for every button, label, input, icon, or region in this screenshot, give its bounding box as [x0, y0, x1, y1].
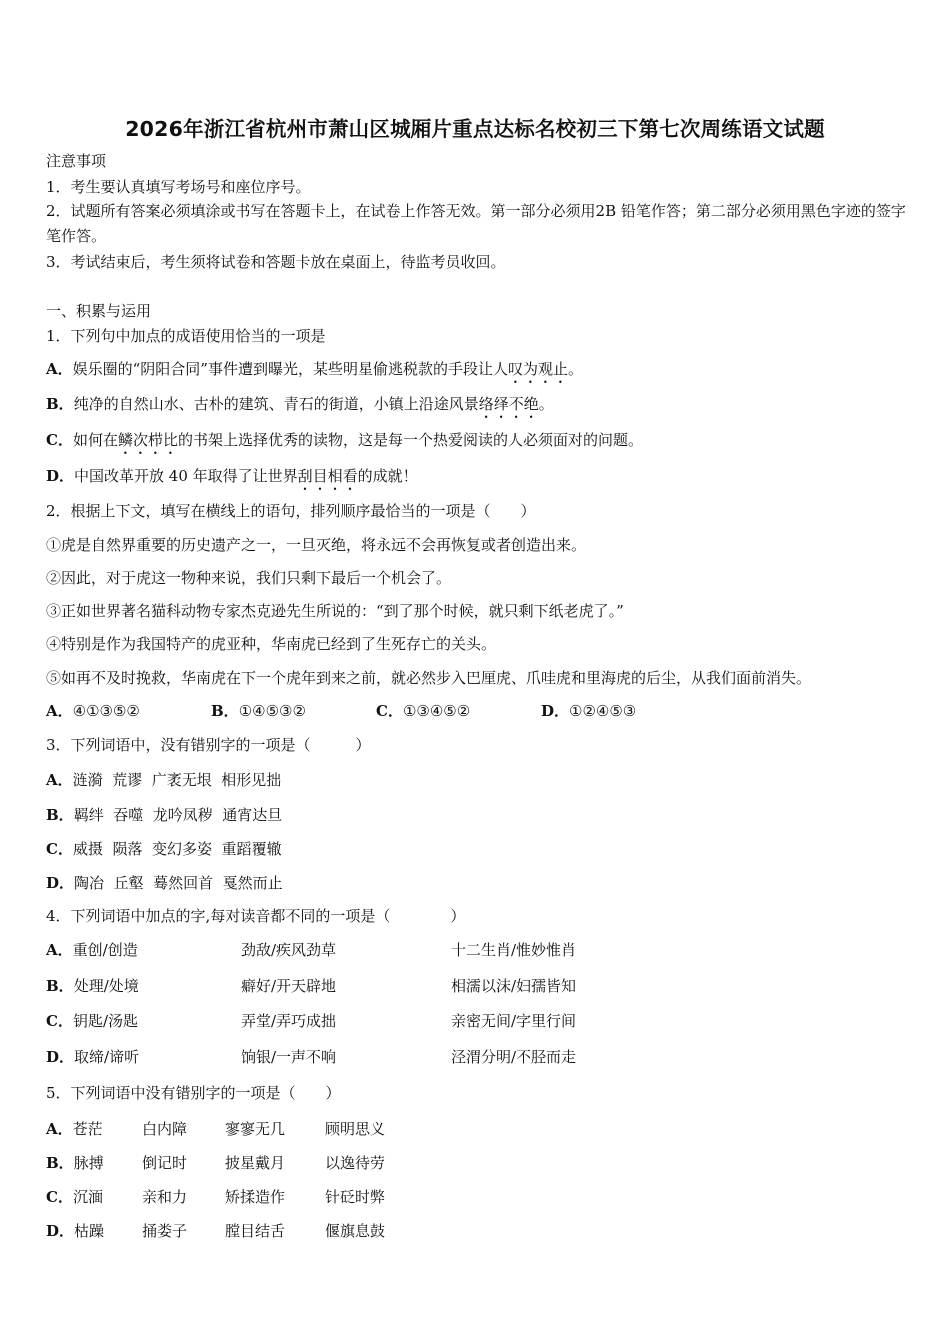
option-text: 娱乐圈的“阴阳合同”事件遭到曝光，某些明星偷逃税款的手段让人 [72, 360, 508, 378]
option-label: B． [211, 702, 239, 720]
q5-option-d [46, 1221, 104, 1241]
q5-option-a-word-4: 顾明思义 [325, 1120, 386, 1138]
option-label: A． [46, 702, 73, 720]
q2-option-b [211, 701, 306, 721]
q4-option-d-pair-2: 饷银/一声不响 [241, 1048, 337, 1066]
option-text: ①②④⑤③ [569, 702, 637, 720]
option-word: 沉湎 [72, 1188, 103, 1206]
notice-item-2: 2．试题所有答案必须填涂或书写在答题卡上，在试卷上作答无效。第一部分必须用2B 铅笔作答；第二部分必须用黑色字迹的签字笔作答。 [46, 202, 906, 245]
dotted-idiom: 鳞次栉比 [117, 431, 178, 449]
section-heading: 一、积累与运用 [46, 302, 152, 320]
option-word: 脉搏 [73, 1154, 104, 1172]
q3-stem: 3．下列词语中，没有错别字的一项是（ ） [46, 736, 371, 754]
option-text: 。 [538, 395, 554, 413]
q5-option-d-word-3: 膛目结舌 [225, 1222, 286, 1240]
option-label: D． [46, 1222, 75, 1240]
q1-option-b [46, 394, 554, 422]
q5-option-b-word-3: 披星戴月 [225, 1154, 286, 1172]
dotted-idiom: 叹为观止 [507, 360, 568, 378]
option-label: A． [46, 1120, 73, 1138]
notice-item-1: 1．考生要认真填写考场号和座位序号。 [46, 178, 311, 196]
option-label: B． [46, 395, 74, 413]
q1-option-d [46, 466, 418, 494]
q4-option-d-pair-3: 泾渭分明/不胫而走 [451, 1048, 577, 1066]
q3-option-a [46, 770, 281, 790]
option-text: ①③④⑤② [402, 702, 471, 720]
dotted-idiom: 络绎不绝 [478, 395, 539, 413]
q5-option-a [46, 1119, 103, 1139]
option-label: D． [46, 874, 75, 892]
option-text: 涟漪 荒谬 广袤无垠 相形见拙 [72, 771, 282, 789]
option-text: 如何在 [72, 431, 118, 449]
q2-sentence-3: ③正如世界著名猫科动物专家杰克逊先生所说的：“到了那个时候，就只剩下纸老虎了。” [46, 602, 624, 620]
q5-stem: 5．下列词语中没有错别字的一项是（ ） [46, 1084, 341, 1102]
q4-option-c-pair-2: 弄堂/弄巧成拙 [241, 1012, 337, 1030]
q5-option-c-word-4: 针砭时弊 [325, 1188, 386, 1206]
option-text: 重创/创造 [72, 941, 138, 959]
q1-option-a [46, 359, 583, 387]
q2-option-d [541, 701, 636, 721]
option-text: 威摄 陨落 变幻多姿 重蹈覆辙 [72, 840, 282, 858]
q4-option-d [46, 1047, 139, 1067]
option-text: 处理/处境 [73, 977, 139, 995]
option-label: C． [46, 1012, 73, 1030]
exam-title: 2026年浙江省杭州市萧山区城厢片重点达标名校初三下第七次周练语文试题 [125, 117, 825, 141]
option-label: D． [46, 467, 75, 485]
option-text: 的成就！ [357, 467, 418, 485]
q2-sentence-1: ①虎是自然界重要的历史遗产之一，一旦灭绝，将永远不会再恢复或者创造出来。 [46, 536, 587, 554]
option-label: D． [541, 702, 570, 720]
option-text: 陶冶 丘壑 蓦然回首 戛然而止 [74, 874, 283, 892]
q5-option-a-word-2: 白内障 [142, 1120, 188, 1138]
option-text: 的书架上选择优秀的读物，这是每一个热爱阅读的人必须面对的问题。 [177, 431, 643, 449]
q5-option-a-word-3: 寥寥无几 [225, 1120, 286, 1138]
q2-option-a [46, 701, 140, 721]
q4-option-b-pair-3: 相濡以沫/妇孺皆知 [451, 977, 577, 995]
option-text: ④①③⑤② [72, 702, 140, 720]
q2-option-c [376, 701, 470, 721]
q5-option-c [46, 1187, 103, 1207]
option-text: 。 [568, 360, 584, 378]
option-label: B． [46, 977, 74, 995]
q4-option-b-pair-2: 癖好/开天辟地 [241, 977, 337, 995]
option-word: 苍茫 [72, 1120, 103, 1138]
option-text: 钥匙/汤匙 [72, 1012, 139, 1030]
q3-option-d [46, 873, 283, 893]
option-word: 枯躁 [74, 1222, 105, 1240]
option-label: B． [46, 1154, 74, 1172]
option-label: D． [46, 1048, 75, 1066]
q2-sentence-2: ②因此，对于虎这一物种来说，我们只剩下最后一个机会了。 [46, 569, 452, 587]
dotted-idiom: 刮目相看 [297, 467, 358, 485]
option-text: 纯净的自然山水、古朴的建筑、青石的街道，小镇上沿途风景 [73, 395, 479, 413]
q1-stem: 1．下列句中加点的成语使用恰当的一项是 [46, 327, 326, 345]
option-text: 中国改革开放 40 年取得了让世界 [74, 467, 298, 485]
notice-heading: 注意事项 [46, 152, 107, 170]
option-label: C． [46, 840, 73, 858]
q5-option-c-word-3: 矫揉造作 [225, 1188, 286, 1206]
q3-option-c [46, 839, 282, 859]
q5-option-b-word-2: 倒记时 [142, 1154, 188, 1172]
q4-option-a [46, 940, 138, 960]
q5-option-b-word-4: 以逸待劳 [325, 1154, 386, 1172]
option-label: A． [46, 771, 73, 789]
option-text: 羁绊 吞噬 龙吟凤秽 通宵达旦 [73, 806, 283, 824]
option-text: 取缔/谛听 [74, 1048, 140, 1066]
q2-sentence-4: ④特别是作为我国特产的虎亚种，华南虎已经到了生死存亡的关头。 [46, 635, 497, 653]
q5-option-c-word-2: 亲和力 [142, 1188, 188, 1206]
q5-option-d-word-2: 捅娄子 [142, 1222, 188, 1240]
q3-option-b [46, 805, 282, 825]
q4-stem: 4．下列词语中加点的字,每对读音都不同的一项是（ ） [46, 907, 466, 925]
option-label: C． [376, 702, 403, 720]
q5-option-d-word-4: 偃旗息鼓 [325, 1222, 386, 1240]
option-label: B． [46, 806, 74, 824]
option-text: ①④⑤③② [238, 702, 306, 720]
q4-option-a-pair-2: 劲敌/疾风劲草 [241, 941, 337, 959]
q2-sentence-5: ⑤如再不及时挽救，华南虎在下一个虎年到来之前，就必然步入巴厘虎、爪哇虎和里海虎的后尘，从我们面前消失。 [46, 669, 812, 687]
notice-item-3: 3．考试结束后，考生须将试卷和答题卡放在桌面上，待监考员收回。 [46, 253, 506, 271]
option-label: C． [46, 431, 73, 449]
q4-option-c-pair-3: 亲密无间/字里行间 [451, 1012, 577, 1030]
q4-option-c [46, 1011, 138, 1031]
q4-option-b [46, 976, 139, 996]
option-label: A． [46, 360, 73, 378]
q1-option-c [46, 430, 643, 458]
option-label: A． [46, 941, 73, 959]
q5-option-b [46, 1153, 104, 1173]
q2-stem: 2．根据上下文，填写在横线上的语句，排列顺序最恰当的一项是（ ） [46, 502, 536, 520]
q4-option-a-pair-3: 十二生肖/惟妙惟肖 [451, 941, 577, 959]
option-label: C． [46, 1188, 73, 1206]
